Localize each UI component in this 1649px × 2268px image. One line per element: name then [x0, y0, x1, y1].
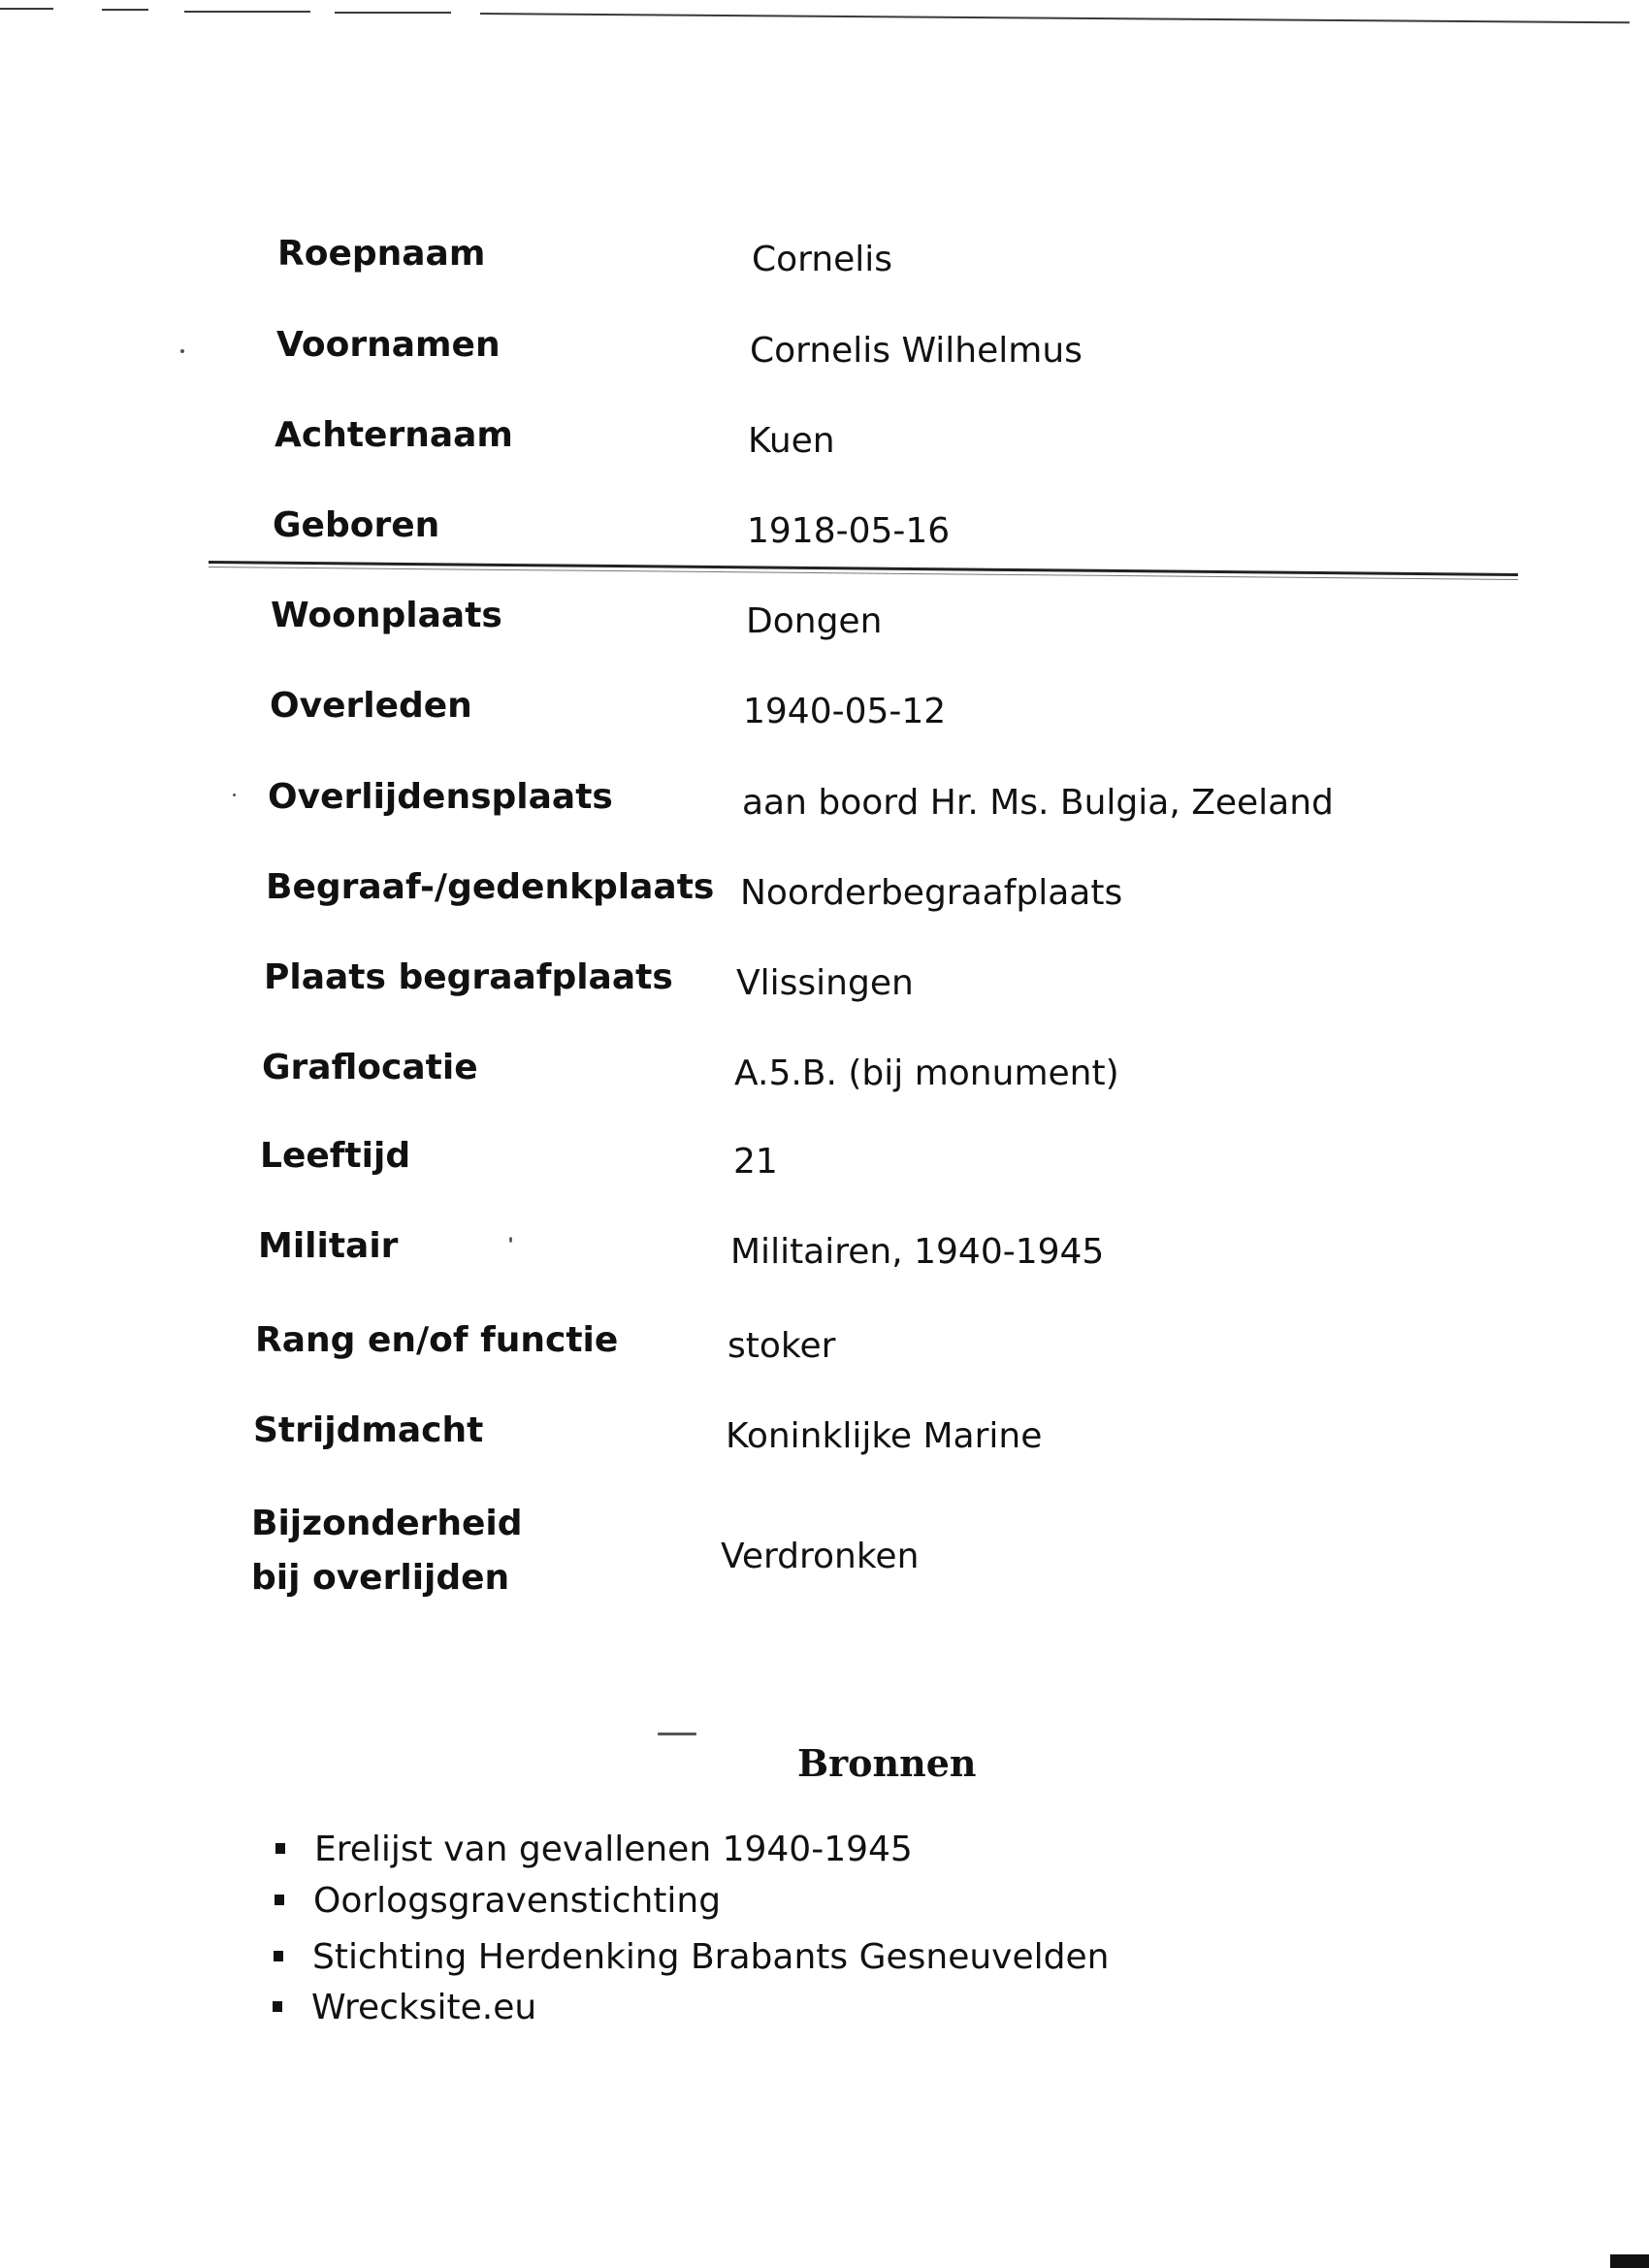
field-label: Plaats begraafplaats	[264, 957, 673, 997]
field-label: Leeftijd	[260, 1136, 411, 1176]
source-item	[312, 1933, 1109, 1982]
scan-speck	[180, 349, 184, 353]
field-value: Koninklijke Marine	[726, 1416, 1043, 1456]
source-text: Erelijst van gevallenen 1940-1945	[314, 1830, 913, 1869]
field-label: Voornamen	[276, 325, 501, 365]
bullet-icon	[275, 1895, 284, 1905]
field-value: stoker	[728, 1326, 836, 1366]
field-label: Achternaam	[275, 415, 513, 455]
field-value: 1940-05-12	[743, 692, 947, 731]
source-text: Stichting Herdenking Brabants Gesneuvelden	[312, 1937, 1110, 1977]
field-value: A.5.B. (bij monument)	[734, 1053, 1119, 1093]
field-value: Cornelis	[752, 240, 893, 279]
field-value: Militairen, 1940-1945	[730, 1232, 1105, 1272]
field-label: Strijdmacht	[253, 1410, 484, 1450]
field-value: aan boord Hr. Ms. Bulgia, Zeeland	[742, 783, 1334, 823]
scan-speck	[233, 794, 236, 796]
field-value: 1918-05-16	[747, 511, 951, 551]
field-label: Overleden	[270, 686, 472, 726]
field-label: Overlijdensplaats	[268, 777, 613, 817]
source-item	[311, 1984, 536, 2032]
scan-speck	[658, 1733, 696, 1735]
field-value: Cornelis Wilhelmus	[750, 331, 1083, 371]
field-value: Dongen	[746, 601, 883, 641]
scan-speck	[509, 1237, 512, 1243]
field-label: Geboren	[273, 505, 440, 545]
field-value: Kuen	[748, 421, 835, 461]
source-item	[313, 1877, 721, 1926]
bullet-icon	[274, 1951, 283, 1961]
field-label: Militair	[258, 1226, 399, 1266]
source-item	[314, 1826, 913, 1874]
source-text: Wrecksite.eu	[311, 1988, 537, 2027]
scan-edge-mark	[1610, 2254, 1649, 2268]
field-label: Rang en/of functie	[255, 1320, 619, 1360]
field-label: Woonplaats	[271, 596, 502, 635]
field-label: Graflocatie	[262, 1048, 478, 1087]
source-text: Oorlogsgravenstichting	[313, 1881, 722, 1921]
sources-heading: Bronnen	[797, 1741, 977, 1785]
field-label: Begraaf-/gedenkplaats	[266, 867, 715, 907]
bullet-icon	[273, 2001, 282, 2012]
field-value: Vlissingen	[736, 963, 914, 1003]
field-value: 21	[733, 1142, 778, 1182]
bullet-icon	[275, 1843, 285, 1854]
field-label: Bijzonderheid bij overlijden	[251, 1504, 523, 1598]
field-label: Roepnaam	[277, 234, 486, 274]
field-value: Verdronken	[721, 1537, 920, 1576]
field-value: Noorderbegraafplaats	[740, 873, 1123, 913]
